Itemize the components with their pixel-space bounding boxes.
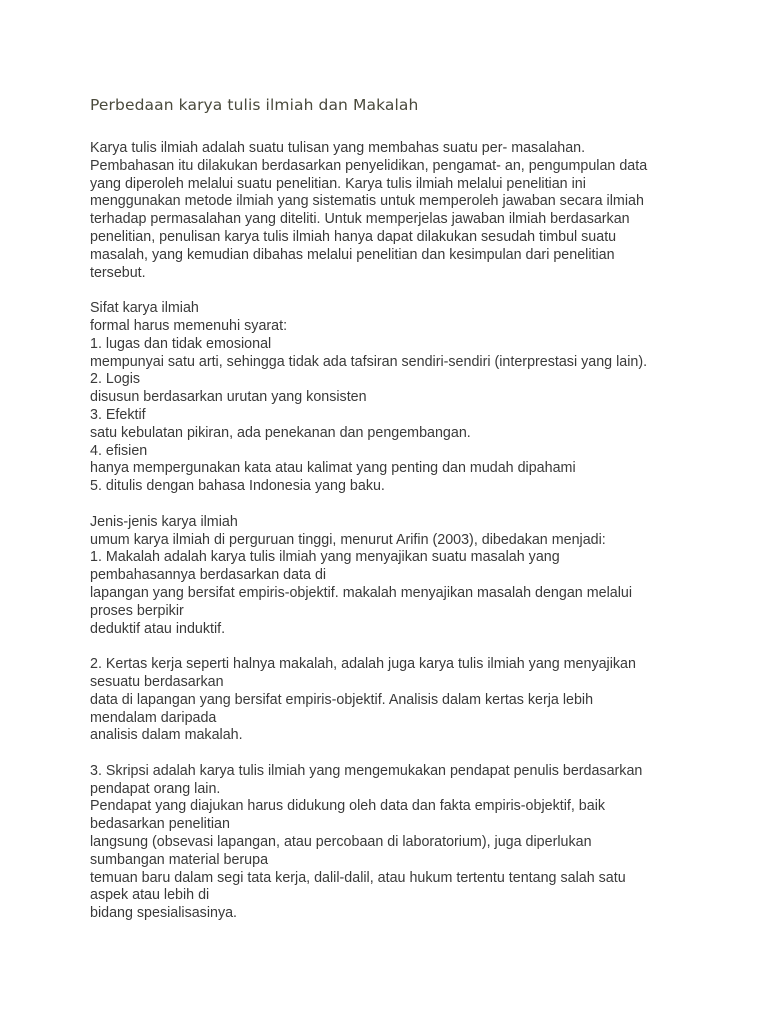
text-line: proses berpikir [90,602,184,619]
text-line: aspek atau lebih di [90,887,210,904]
text-line: lapangan yang bersifat empiris-objektif. makalah menyajikan masalah dengan melalui [90,584,632,601]
list-item: 3. Skripsi adalah karya tulis ilmiah yang mengemukakan pendapat penulis berdasarkan [90,762,643,779]
text-line: tersebut. [90,264,146,281]
text-line: Karya tulis ilmiah adalah suatu tulisan yang membahas suatu per- masalahan. [90,140,586,156]
document-body [90,140,700,923]
list-item: 2. Kertas kerja seperti halnya makalah, adalah juga karya tulis ilmiah yang menyajikan [90,656,636,673]
sifat-section [90,300,700,496]
list-item: 4. efisien [90,442,148,459]
intro-paragraph [90,140,700,282]
text-line: temuan baru dalam segi tata kerja, dalil-dalil, atau hukum tertentu tentang salah satu [90,869,626,886]
text-line: hanya mempergunakan kata atau kalimat yang penting dan mudah dipahami [90,460,576,477]
kertas-kerja-paragraph [90,656,700,745]
list-item: 5. ditulis dengan bahasa Indonesia yang baku. [90,478,385,495]
text-line: langsung (obsevasi lapangan, atau percobaan di laboratorium), juga diperlukan [90,834,592,851]
list-item: 2. Logis [90,371,141,388]
text-line: Pembahasan itu dilakukan berdasarkan penyelidikan, pengamat- an, pengumpulan data [90,157,648,174]
text-line: mempunyai satu arti, sehingga tidak ada tafsiran sendiri-sendiri (interprestasi yang lain). [90,353,648,370]
paragraph-gap [90,638,700,656]
list-item: 1. Makalah adalah karya tulis ilmiah yang menyajikan suatu masalah yang [90,549,560,566]
paragraph-gap [90,745,700,763]
text-line: deduktif atau induktif. [90,620,226,637]
text-line: satu kebulatan pikiran, ada penekanan dan pengembangan. [90,424,471,441]
text-line: mendalam daripada [90,709,217,726]
section-heading: Jenis-jenis karya ilmiah [90,513,238,530]
text-line: masalah, yang kemudian dibahas melalui penelitian dan kesimpulan dari penelitian [90,246,615,263]
text-line: sumbangan material berupa [90,851,269,868]
text-line: analisis dalam makalah. [90,727,243,744]
text-line: menggunakan metode ilmiah yang sistematis untuk memperoleh jawaban secara ilmiah [90,193,644,210]
text-line: Pendapat yang diajukan harus didukung oleh data dan fakta empiris-objektif, baik [90,798,606,815]
text-line: terhadap permasalahan yang diteliti. Untuk memperjelas jawaban ilmiah berdasarkan [90,211,630,228]
skripsi-paragraph [90,763,700,923]
paragraph-gap [90,282,700,300]
text-line: yang diperoleh melalui suatu penelitian. Karya tulis ilmiah melalui penelitian ini [90,175,586,192]
text-line: sesuatu berdasarkan [90,673,224,690]
text-line: umum karya ilmiah di perguruan tinggi, menurut Arifin (2003), dibedakan menjadi: [90,531,606,548]
text-line: data di lapangan yang bersifat empiris-objektif. Analisis dalam kertas kerja lebih [90,691,594,708]
text-line: disusun berdasarkan urutan yang konsisten [90,389,367,406]
jenis-section [90,514,700,639]
section-heading: Sifat karya ilmiah [90,300,199,317]
list-item: 1. lugas dan tidak emosional [90,335,272,352]
text-line: bedasarkan penelitian [90,816,230,833]
text-line: pembahasannya berdasarkan data di [90,567,327,584]
paragraph-gap [90,496,700,514]
text-line: bidang spesialisasinya. [90,905,238,922]
text-line: pendapat orang lain. [90,780,221,797]
document-title: Perbedaan karya tulis ilmiah dan Makalah [90,96,419,114]
list-item: 3. Efektif [90,406,146,423]
text-line: penelitian, penulisan karya tulis ilmiah hanya dapat dilakukan sesudah timbul suatu [90,228,617,245]
text-line: formal harus memenuhi syarat: [90,317,288,334]
